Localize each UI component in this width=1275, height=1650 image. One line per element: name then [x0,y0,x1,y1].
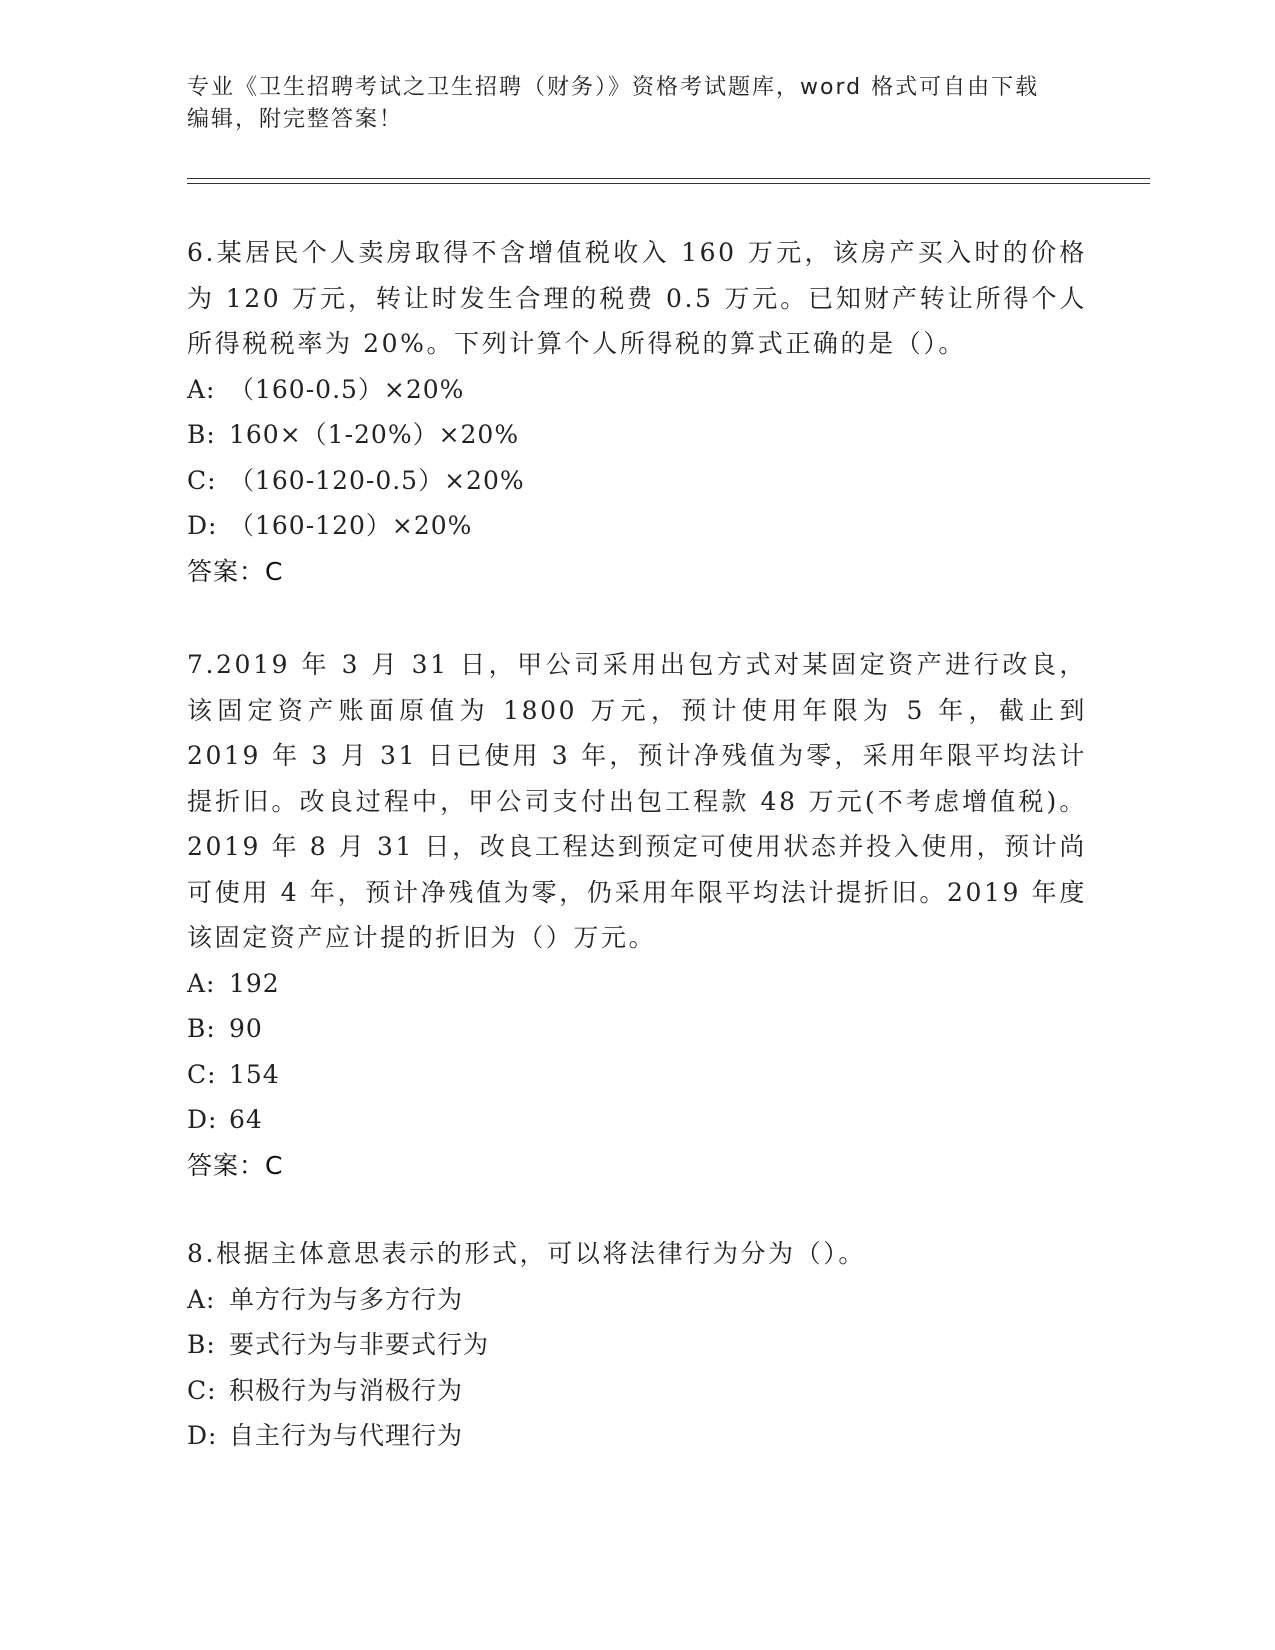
option-label: D: [187,511,218,540]
option-c [187,458,1087,504]
question-stem: 6.某居民个人卖房取得不含增值税收入 160 万元，该房产买入时的价格为 120 万元，转让时发生合理的税费 0.5 万元。已知财产转让所得个人所得税税率为 20%。下列计算个人所得税的算式正确的是（）。 [187,238,1087,358]
question-stem: 8.根据主体意思表示的形式，可以将法律行为分为（）。 [187,1239,866,1268]
option-d [187,1097,1087,1143]
option-text: 64 [229,1105,263,1134]
option-c [187,1052,1087,1098]
option-text: 要式行为与非要式行为 [229,1330,490,1359]
option-label: B: [187,1014,216,1043]
header-line-2: 编辑，附完整答案！ [187,107,404,132]
option-text: 90 [229,1014,263,1043]
answer-line: 答案：C [187,1150,284,1180]
option-text: 154 [229,1059,280,1089]
option-a [187,367,1087,413]
option-label: C: [187,1375,217,1405]
option-text: （160-120）×20% [229,511,473,540]
option-text: 192 [229,968,280,998]
option-a [187,961,1087,1007]
question-7 [187,642,1087,1188]
option-label: B: [187,1330,216,1359]
option-label: D: [187,1105,218,1134]
option-d [187,503,1087,549]
header-divider-top [187,178,1150,179]
header-line-1: 专业《卫生招聘考试之卫生招聘（财务）》资格考试题库，word 格式可自由下载 [187,75,1040,100]
document-header [187,72,1067,136]
option-text: （160-0.5）×20% [229,374,465,404]
option-label: C: [187,1059,217,1089]
option-b [187,1322,1087,1368]
option-label: A: [187,374,216,404]
option-a [187,1277,1087,1323]
option-label: A: [187,1284,216,1314]
option-text: 积极行为与消极行为 [229,1375,464,1405]
option-label: D: [187,1421,218,1450]
option-d [187,1413,1087,1459]
question-stem: 7.2019 年 3 月 31 日，甲公司采用出包方式对某固定资产进行改良，该固定资产账面原值为 1800 万元，预计使用年限为 5 年，截止到 2019 年 3 月 31 日已使用 3 年，预计净残值为零，采用年限平均法计提折旧。改良过程中，甲公司支付出包工程款 48 万元(不考虑增值税)。2019 年 8 月 31 日，改良工程达到预定可使用状态并投入使用，预计尚可使用 4 年，预计净残值为零，仍采用年限平均法计提折旧。2019 年度该固定资产应计提的折旧为（）万元。 [187,650,1087,952]
header-divider-bottom [187,183,1150,184]
answer-line: 答案：C [187,556,284,586]
option-b [187,412,1087,458]
option-text: 160×（1-20%）×20% [229,420,520,449]
option-text: 自主行为与代理行为 [229,1421,464,1450]
question-8 [187,1231,1087,1459]
option-label: B: [187,420,216,449]
option-text: 单方行为与多方行为 [229,1284,464,1314]
option-c [187,1368,1087,1414]
option-label: A: [187,968,216,998]
option-text: （160-120-0.5）×20% [229,465,525,495]
option-label: C: [187,465,217,495]
option-b [187,1006,1087,1052]
question-6 [187,230,1087,594]
